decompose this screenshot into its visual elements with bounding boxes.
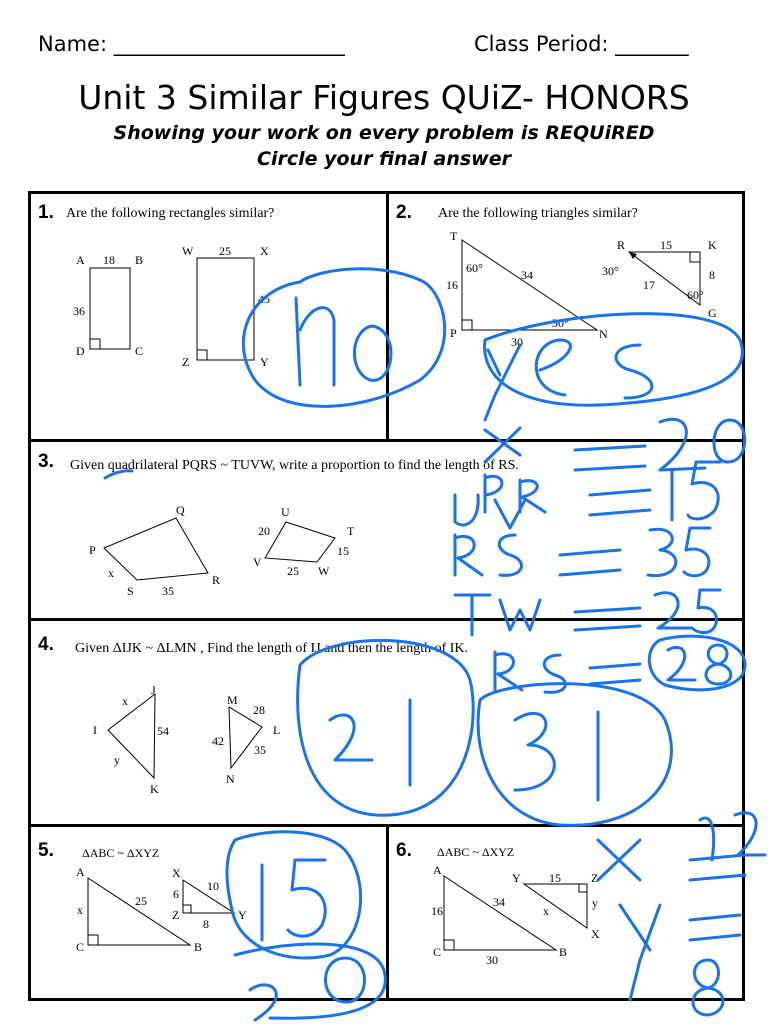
label-8: 8 xyxy=(709,268,715,282)
label-34: 34 xyxy=(521,268,533,282)
label-p: P xyxy=(450,326,457,340)
label-u: U xyxy=(281,505,290,519)
label-28: 28 xyxy=(253,703,265,717)
q5-number: 5. xyxy=(38,840,54,861)
label-y: Y xyxy=(260,355,269,369)
label-j: J xyxy=(151,683,156,697)
right-angle-mark xyxy=(88,935,98,945)
label-q: Q xyxy=(176,503,185,517)
label-15: 15 xyxy=(337,544,349,558)
label-c: C xyxy=(76,940,85,954)
label-25: 25 xyxy=(287,564,299,578)
rectangle-abcd xyxy=(90,268,130,349)
right-angle-mark xyxy=(444,940,454,950)
q1-number: 1. xyxy=(38,202,54,223)
label-10: 10 xyxy=(207,879,219,893)
triangle-abc-q6 xyxy=(444,876,556,950)
quadrilateral-tuvw xyxy=(265,522,335,562)
label-i: I xyxy=(93,723,97,737)
label-z: Z xyxy=(172,908,180,922)
q3-number: 3. xyxy=(38,451,54,472)
label-35: 35 xyxy=(162,584,174,598)
label-y: Y xyxy=(238,908,247,922)
instructions-line-1: Showing your work on every problem is REQUiRED xyxy=(113,122,655,144)
label-r: R xyxy=(617,238,626,252)
label-angle-g: 60° xyxy=(687,288,704,302)
label-y: y xyxy=(592,896,598,910)
label-a: A xyxy=(76,253,85,267)
label-42: 42 xyxy=(212,734,224,748)
label-17: 17 xyxy=(643,278,655,292)
label-y-vertex: Y xyxy=(512,871,521,885)
name-field[interactable]: Name: ______________________ xyxy=(38,32,345,56)
label-b: B xyxy=(135,253,144,267)
q2-number: 2. xyxy=(396,202,412,223)
right-angle-mark xyxy=(183,905,191,913)
label-x: x xyxy=(543,904,549,918)
label-angle-t: 60° xyxy=(466,261,483,275)
label-35: 35 xyxy=(254,743,266,757)
label-16: 16 xyxy=(446,278,458,292)
label-w: W xyxy=(182,244,194,258)
q6-number: 6. xyxy=(396,840,412,861)
label-x: X xyxy=(260,244,269,258)
q4-number: 4. xyxy=(38,634,54,655)
label-b: B xyxy=(194,940,203,954)
triangle-yzx-q6 xyxy=(524,884,587,928)
class-period-field[interactable]: Class Period: _______ xyxy=(474,32,689,56)
label-6: 6 xyxy=(173,887,179,901)
quadrilateral-pqrs xyxy=(104,518,208,580)
triangle-tpn xyxy=(462,240,597,330)
label-54: 54 xyxy=(157,724,169,738)
right-angle-mark xyxy=(690,252,700,262)
label-16: 16 xyxy=(431,904,443,918)
label-p: P xyxy=(89,543,96,557)
label-30: 30 xyxy=(511,335,523,349)
label-30: 30 xyxy=(486,953,498,967)
label-c: C xyxy=(135,344,144,358)
q1-prompt: Are the following rectangles similar? xyxy=(66,206,275,221)
label-x: x xyxy=(77,903,83,917)
label-t: T xyxy=(450,229,458,243)
label-angle-n: 30° xyxy=(552,316,569,330)
q6-prompt: ΔABC ~ ΔXYZ xyxy=(437,845,515,859)
label-x-vertex: X xyxy=(172,866,181,880)
label-v: V xyxy=(253,555,262,569)
label-15: 15 xyxy=(549,871,561,885)
label-8: 8 xyxy=(203,917,209,931)
label-x: x xyxy=(122,694,128,708)
right-angle-mark xyxy=(579,884,587,892)
label-36: 36 xyxy=(73,304,85,318)
label-20: 20 xyxy=(258,524,270,538)
label-k: K xyxy=(150,782,159,796)
label-g: G xyxy=(708,306,717,320)
right-angle-mark xyxy=(90,339,100,349)
label-25: 25 xyxy=(135,894,147,908)
label-z: Z xyxy=(182,355,190,369)
label-18: 18 xyxy=(103,253,115,267)
label-t: T xyxy=(347,524,355,538)
q5-prompt: ΔABC ~ ΔXYZ xyxy=(82,846,160,860)
label-x-vertex: X xyxy=(591,927,600,941)
label-x: x xyxy=(108,566,114,580)
label-y: y xyxy=(114,753,120,767)
label-z: Z xyxy=(591,871,599,885)
q3-prompt: Given quadrilateral PQRS ~ TUVW, write a proportion to find the length of RS. xyxy=(70,458,519,473)
label-s: S xyxy=(127,584,134,598)
label-l: L xyxy=(273,723,281,737)
label-n: N xyxy=(599,327,608,341)
label-r: R xyxy=(212,573,221,587)
q2-prompt: Are the following triangles similar? xyxy=(438,206,638,221)
label-k: K xyxy=(708,238,717,252)
label-w: W xyxy=(318,564,330,578)
instructions-line-2: Circle your final answer xyxy=(257,148,511,170)
rectangle-wxyz xyxy=(197,258,254,360)
label-n: N xyxy=(226,772,235,786)
q4-prompt: Given ΔIJK ~ ΔLMN , Find the length of IJ and then the length of IK. xyxy=(75,641,469,656)
label-b: B xyxy=(559,945,568,959)
label-a: A xyxy=(433,863,442,877)
label-c: C xyxy=(433,945,442,959)
label-34: 34 xyxy=(493,895,505,909)
quiz-title: Unit 3 Similar Figures QUiZ- HONORS xyxy=(78,78,690,117)
label-25: 25 xyxy=(219,244,231,258)
right-angle-mark xyxy=(197,350,207,360)
label-m: M xyxy=(227,693,238,707)
label-15: 15 xyxy=(660,238,672,252)
right-angle-mark xyxy=(462,320,472,330)
label-d: D xyxy=(76,344,85,358)
label-45: 45 xyxy=(258,292,270,306)
label-a: A xyxy=(76,865,85,879)
label-angle-r: 30° xyxy=(602,264,619,278)
